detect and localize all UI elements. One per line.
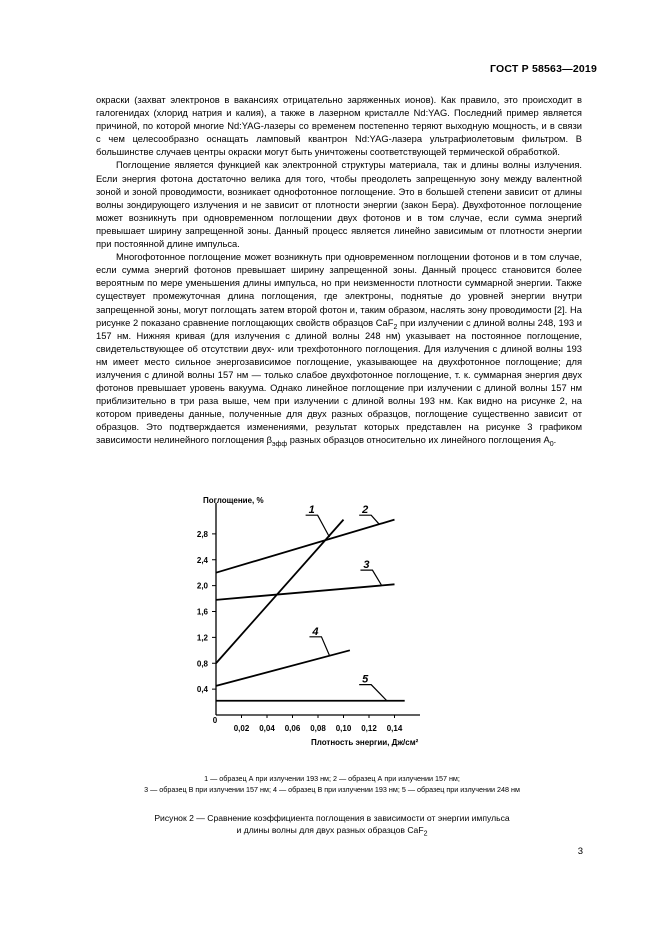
x-tick-label: 0,12 xyxy=(361,724,377,733)
y-tick-label: 0,8 xyxy=(196,659,208,669)
series-label-4: 4 xyxy=(312,625,319,638)
x-tick-label: 0,02 xyxy=(233,724,250,733)
series-leader-1 xyxy=(306,515,330,537)
y-tick-label: 2,0 xyxy=(196,581,208,591)
figure-legend xyxy=(72,773,592,795)
y-axis-label: Поглощение, % xyxy=(203,496,264,505)
x-tick-label: 0,04 xyxy=(259,724,275,733)
series-label-2: 2 xyxy=(362,504,369,517)
figure-chart xyxy=(150,488,450,775)
legend-line: 1 — образец А при излучении 193 нм; 2 — образец А при излучении 157 нм; xyxy=(204,774,460,783)
paragraph: окраски (захват электронов в вакансиях отрицательно заряженных ионов). Как правило, это происходит в галогенидах (хлорид натрия и калия), а также в лазерном кристалле Nd:YAG. Последний пример является причиной, по которой многие Nd:YAG-лазеры со временем постепенно теряют выходную мощность, и в связи с чем целесообразно оснащать ламповый квантрон Nd:YAG-лазера ультрафиолетовым фильтром. В большинстве случаев центры окраски могут быть уничтожены соответствующей термической обработкой. xyxy=(96,95,582,158)
series-label-3: 3 xyxy=(363,559,370,572)
paragraph: Многофотонное поглощение может возникнуть при одновременном поглощении фотонов и в том случае, если сумма энергий фотонов превышает ширину запрещенной зоны. Данный процесс становится более вероятным по мере уменьшения длины импульса, но при неизменности плотности суммарной энергии. Также существует промежуточная длина поглощения, где электроны, поднятые до уровней энергии внутри запрещенной зоны, могут поглощать затем второй фотон и, таким образом, наслять зону проводимости [2]. На рисунке 2 показано сравнение поглощающих свойств образцов CaF$_2$ при излучении с длиной волны 248, 193 и 157 нм. Нижняя кривая (для излучения с длиной волны 248 нм) указывает на постоянное поглощение, свидетельствующее об отсутствии двух- или трехфотонного поглощения. Для излучения с длиной волны 193 нм имеет место сильное энергозависимое поглощение, указывающее на двухфотонное поглощение; для излучения с длиной волны 157 нм — только слабое двухфотонное поглощение, т. к. суммарная энергия двух фотонов превышает уровень вакуума. Однако линейное поглощение при излучении с длиной волны 157 нм приблизительно в три раза выше, чем при излучении с длиной волны 193 нм. Как видно на рисунке 2, на котором приведены данные, полученные для двух разных образцов, поглощение существенно зависит от образцов. Это подтверждается изменениями, результат которых представлен на рисунке 3 графиком зависимости нелинейного поглощения $\beta_{эфф}$ разных образцов относительно их линейного поглощения $A_0$. xyxy=(96,252,582,449)
series-label-5: 5 xyxy=(362,673,369,686)
document-code: ГОСТ Р 58563—2019 xyxy=(489,63,597,75)
figure-caption xyxy=(72,812,592,836)
page-number: 3 xyxy=(577,846,583,857)
body-text xyxy=(96,94,582,448)
series-line-4 xyxy=(216,650,350,686)
series-line-3 xyxy=(216,584,395,600)
paragraph: Поглощение является функцией как электронной структуры материала, так и длины волны излучения. Если энергия фотона достаточно велика для того, чтобы преодолеть запрещенную зону между валентной зоной и зоной проводимости, возникает однофотонное поглощение. Это в большей степени зависит от длины волны зондирующего излучения и не зависит от плотности энергии (закон Бера). Двухфотонное поглощение может возникнуть при одновременном поглощении двух фотонов и в том случае, если сумма энергий превышает ширину запрещенной зоны. Данный процесс является линейно зависимым от плотности энергии при постоянной длине импульса. xyxy=(96,160,582,250)
y-tick-label: 1,2 xyxy=(196,633,208,643)
series-leader-2 xyxy=(359,515,379,524)
series-leader-4 xyxy=(309,637,329,656)
chart-svg xyxy=(150,488,450,770)
series-label-1: 1 xyxy=(308,504,315,517)
x-tick-label: 0,06 xyxy=(284,724,301,733)
y-tick-label: 1,6 xyxy=(196,607,208,617)
caption-line: и длины волны для двух разных образцов CaF$_2$ xyxy=(236,825,428,838)
legend-line: 3 — образец В при излучении 157 нм; 4 — образец В при излучении 193 нм; 5 — образец при излучении 248 нм xyxy=(144,785,520,794)
x-tick-label: 0,14 xyxy=(386,724,403,733)
y-tick-label: 2,8 xyxy=(196,529,208,539)
series-leader-3 xyxy=(360,570,381,585)
y-tick-label: 2,4 xyxy=(196,555,208,565)
y-tick-label: 0,4 xyxy=(196,685,208,695)
x-axis-label: Плотность энергии, Дж/см² xyxy=(311,738,419,747)
origin-label: 0 xyxy=(212,716,218,725)
x-tick-label: 0,10 xyxy=(335,724,352,733)
caption-line: Рисунок 2 — Сравнение коэффициента поглощения в зависимости от энергии импульса xyxy=(154,813,510,823)
x-tick-label: 0,08 xyxy=(310,724,326,733)
series-leader-5 xyxy=(359,685,387,701)
